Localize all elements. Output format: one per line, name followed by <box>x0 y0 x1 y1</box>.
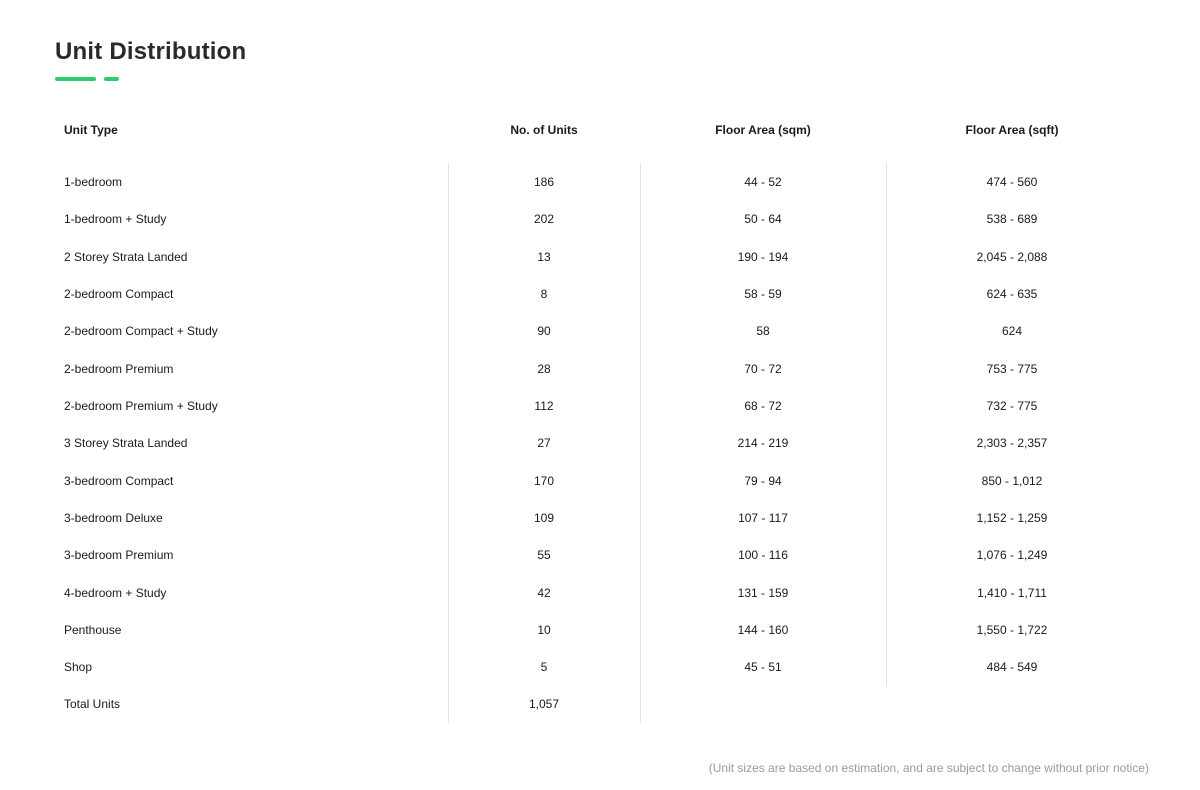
cell-units: 109 <box>533 510 555 525</box>
cell-floor-area-sqm: 58 <box>756 324 770 339</box>
header-floor-area-sqft: Floor Area (sqft) <box>965 123 1059 137</box>
cell-floor-area-sqm: 79 - 94 <box>744 473 782 488</box>
cell-units: 202 <box>533 212 555 227</box>
header-unit-type: Unit Type <box>64 123 118 137</box>
cell-floor-area-sqm: 107 - 117 <box>738 510 788 525</box>
table-row <box>0 200 1200 237</box>
cell-unit-type: Shop <box>64 660 93 675</box>
cell-floor-area-sqm: 44 - 52 <box>744 175 782 189</box>
table-row <box>0 499 1200 536</box>
cell-unit-type: 2-bedroom Premium <box>64 361 174 376</box>
table-row <box>0 536 1200 573</box>
cell-floor-area-sqft: 538 - 689 <box>986 212 1038 227</box>
cell-floor-area-sqm: 214 - 219 <box>737 436 789 451</box>
cell-unit-type: 1-bedroom + Study <box>64 212 167 227</box>
cell-unit-type: 2-bedroom Compact + Study <box>64 324 218 339</box>
cell-unit-type: 3-bedroom Compact <box>64 473 174 488</box>
cell-floor-area-sqft: 850 - 1,012 <box>981 473 1043 488</box>
table-row <box>0 163 1200 200</box>
cell-floor-area-sqft: 624 - 635 <box>986 286 1038 301</box>
cell-unit-type: 4-bedroom + Study <box>64 585 167 600</box>
table-row <box>0 387 1200 424</box>
cell-unit-type: 3-bedroom Deluxe <box>64 510 163 525</box>
cell-units: 55 <box>537 548 551 563</box>
cell-unit-type: 2 Storey Strata Landed <box>64 249 188 264</box>
table-row <box>0 424 1200 461</box>
cell-floor-area-sqft: 484 - 549 <box>986 660 1038 675</box>
page-title: Unit Distribution <box>55 38 247 65</box>
cell-floor-area-sqft: 1,076 - 1,249 <box>976 548 1048 563</box>
cell-floor-area-sqm: 100 - 116 <box>738 548 788 563</box>
cell-units: 13 <box>537 249 551 264</box>
total-label: Total Units <box>64 697 121 711</box>
cell-floor-area-sqm: 68 - 72 <box>744 398 782 413</box>
cell-units: 186 <box>533 175 555 189</box>
cell-floor-area-sqm: 131 - 159 <box>737 585 789 600</box>
table-body <box>0 163 1200 686</box>
cell-floor-area-sqft: 1,410 - 1,711 <box>977 585 1047 600</box>
cell-floor-area-sqm: 144 - 160 <box>737 622 789 637</box>
cell-units: 170 <box>533 473 555 488</box>
cell-floor-area-sqft: 732 - 775 <box>986 398 1038 413</box>
table-row <box>0 312 1200 349</box>
cell-floor-area-sqm: 70 - 72 <box>744 361 782 376</box>
total-row <box>0 685 1200 722</box>
disclaimer-note: (Unit sizes are based on estimation, and are subject to change without prior notice) <box>708 761 1149 775</box>
cell-units: 42 <box>537 585 551 600</box>
cell-floor-area-sqm: 50 - 64 <box>744 212 782 227</box>
cell-floor-area-sqft: 1,550 - 1,722 <box>976 622 1048 637</box>
cell-floor-area-sqft: 624 <box>1001 324 1023 339</box>
cell-unit-type: 3-bedroom Premium <box>64 548 174 563</box>
table-row <box>0 275 1200 312</box>
header-floor-area-sqm: Floor Area (sqm) <box>715 123 811 137</box>
cell-units: 5 <box>540 660 548 675</box>
cell-floor-area-sqm: 190 - 194 <box>737 249 789 264</box>
cell-floor-area-sqft: 2,045 - 2,088 <box>976 249 1048 264</box>
cell-unit-type: Penthouse <box>64 622 122 637</box>
cell-unit-type: 1-bedroom <box>64 175 123 189</box>
cell-floor-area-sqft: 2,303 - 2,357 <box>976 436 1048 451</box>
cell-units: 90 <box>537 324 551 339</box>
cell-unit-type: 2-bedroom Compact <box>64 286 174 301</box>
cell-floor-area-sqft: 753 - 775 <box>986 361 1038 376</box>
header-no-of-units: No. of Units <box>510 123 578 137</box>
cell-floor-area-sqm: 45 - 51 <box>744 660 782 675</box>
table-row <box>0 611 1200 648</box>
cell-floor-area-sqm: 58 - 59 <box>744 286 782 301</box>
cell-units: 27 <box>537 436 551 451</box>
cell-floor-area-sqft: 474 - 560 <box>986 175 1038 189</box>
cell-units: 8 <box>540 286 548 301</box>
cell-units: 112 <box>534 398 554 413</box>
table-row <box>0 350 1200 387</box>
cell-floor-area-sqft: 1,152 - 1,259 <box>976 510 1048 525</box>
table-row <box>0 238 1200 275</box>
cell-unit-type: 2-bedroom Premium + Study <box>64 398 218 413</box>
cell-units: 28 <box>537 361 551 376</box>
table-row <box>0 574 1200 611</box>
cell-units: 10 <box>537 622 551 637</box>
table-row <box>0 648 1200 685</box>
cell-unit-type: 3 Storey Strata Landed <box>64 436 188 451</box>
total-units: 1,057 <box>528 697 560 711</box>
table-row <box>0 462 1200 499</box>
